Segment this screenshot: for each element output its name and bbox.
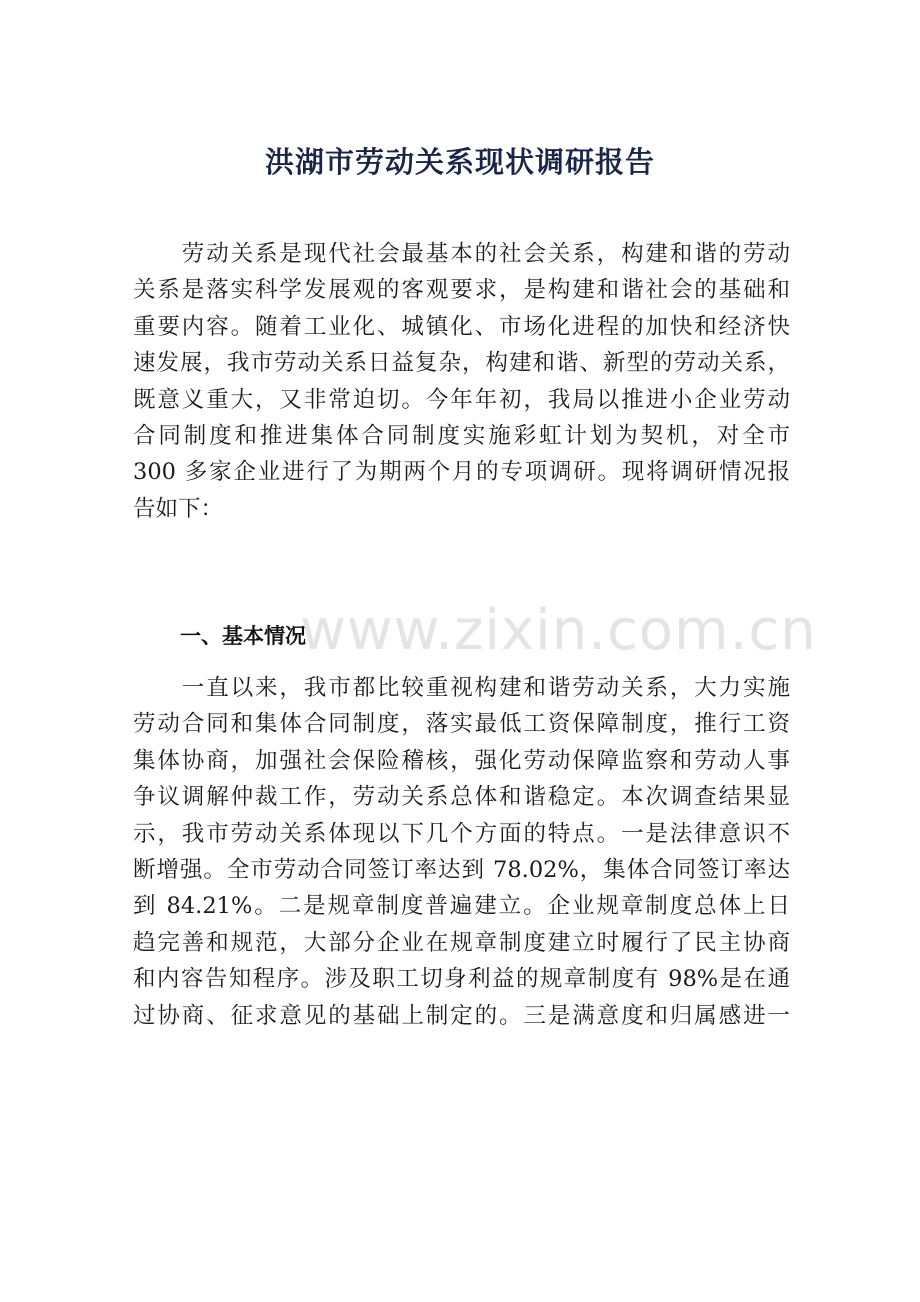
- text-line: 告如下：: [133, 495, 224, 522]
- text-line: 速发展，我市劳动关系日益复杂，构建和谐、新型的劳动关系，: [133, 350, 790, 377]
- watermark: www.zixin.com.cn: [300, 598, 817, 663]
- text-line: 劳动关系是现代社会最基本的社会关系，构建和谐的劳动: [133, 241, 790, 267]
- text-line: 趋完善和规范，大部分企业在规章制度建立时履行了民主协商: [133, 929, 790, 956]
- text-line: 争议调解仲裁工作，劳动关系总体和谐稳定。本次调查结果显: [133, 784, 790, 811]
- intro-paragraph: [133, 236, 790, 527]
- text-line: 和内容告知程序。涉及职工切身利益的规章制度有 98%是在通: [133, 966, 790, 993]
- text-line: 到 84.21%。二是规章制度普遍建立。企业规章制度总体上日: [133, 893, 790, 920]
- text-line: 劳动合同和集体合同制度，落实最低工资保障制度，推行工资: [133, 711, 790, 738]
- text-line: 断增强。全市劳动合同签订率达到 78.02%，集体合同签订率达: [133, 856, 790, 883]
- text-line: 集体协商，加强社会保险稽核，强化劳动保障监察和劳动人事: [133, 747, 790, 774]
- text-line: 过协商、征求意见的基础上制定的。三是满意度和归属感进一: [133, 1002, 790, 1029]
- text-line: 既意义重大，又非常迫切。今年年初，我局以推进小企业劳动: [133, 386, 790, 413]
- section1-paragraph: [133, 670, 790, 1034]
- section-heading: 一、基本情况: [180, 624, 306, 648]
- text-line: 合同制度和推进集体合同制度实施彩虹计划为契机，对全市: [133, 422, 790, 449]
- text-line: 300 多家企业进行了为期两个月的专项调研。现将调研情况报: [133, 459, 790, 486]
- text-line: 重要内容。随着工业化、城镇化、市场化进程的加快和经济快: [133, 313, 790, 340]
- text-line: 一直以来，我市都比较重视构建和谐劳动关系，大力实施: [133, 675, 790, 701]
- text-line: 关系是落实科学发展观的客观要求，是构建和谐社会的基础和: [133, 277, 790, 304]
- document-title: 洪湖市劳动关系现状调研报告: [264, 145, 655, 179]
- text-line: 示，我市劳动关系体现以下几个方面的特点。一是法律意识不: [133, 820, 790, 847]
